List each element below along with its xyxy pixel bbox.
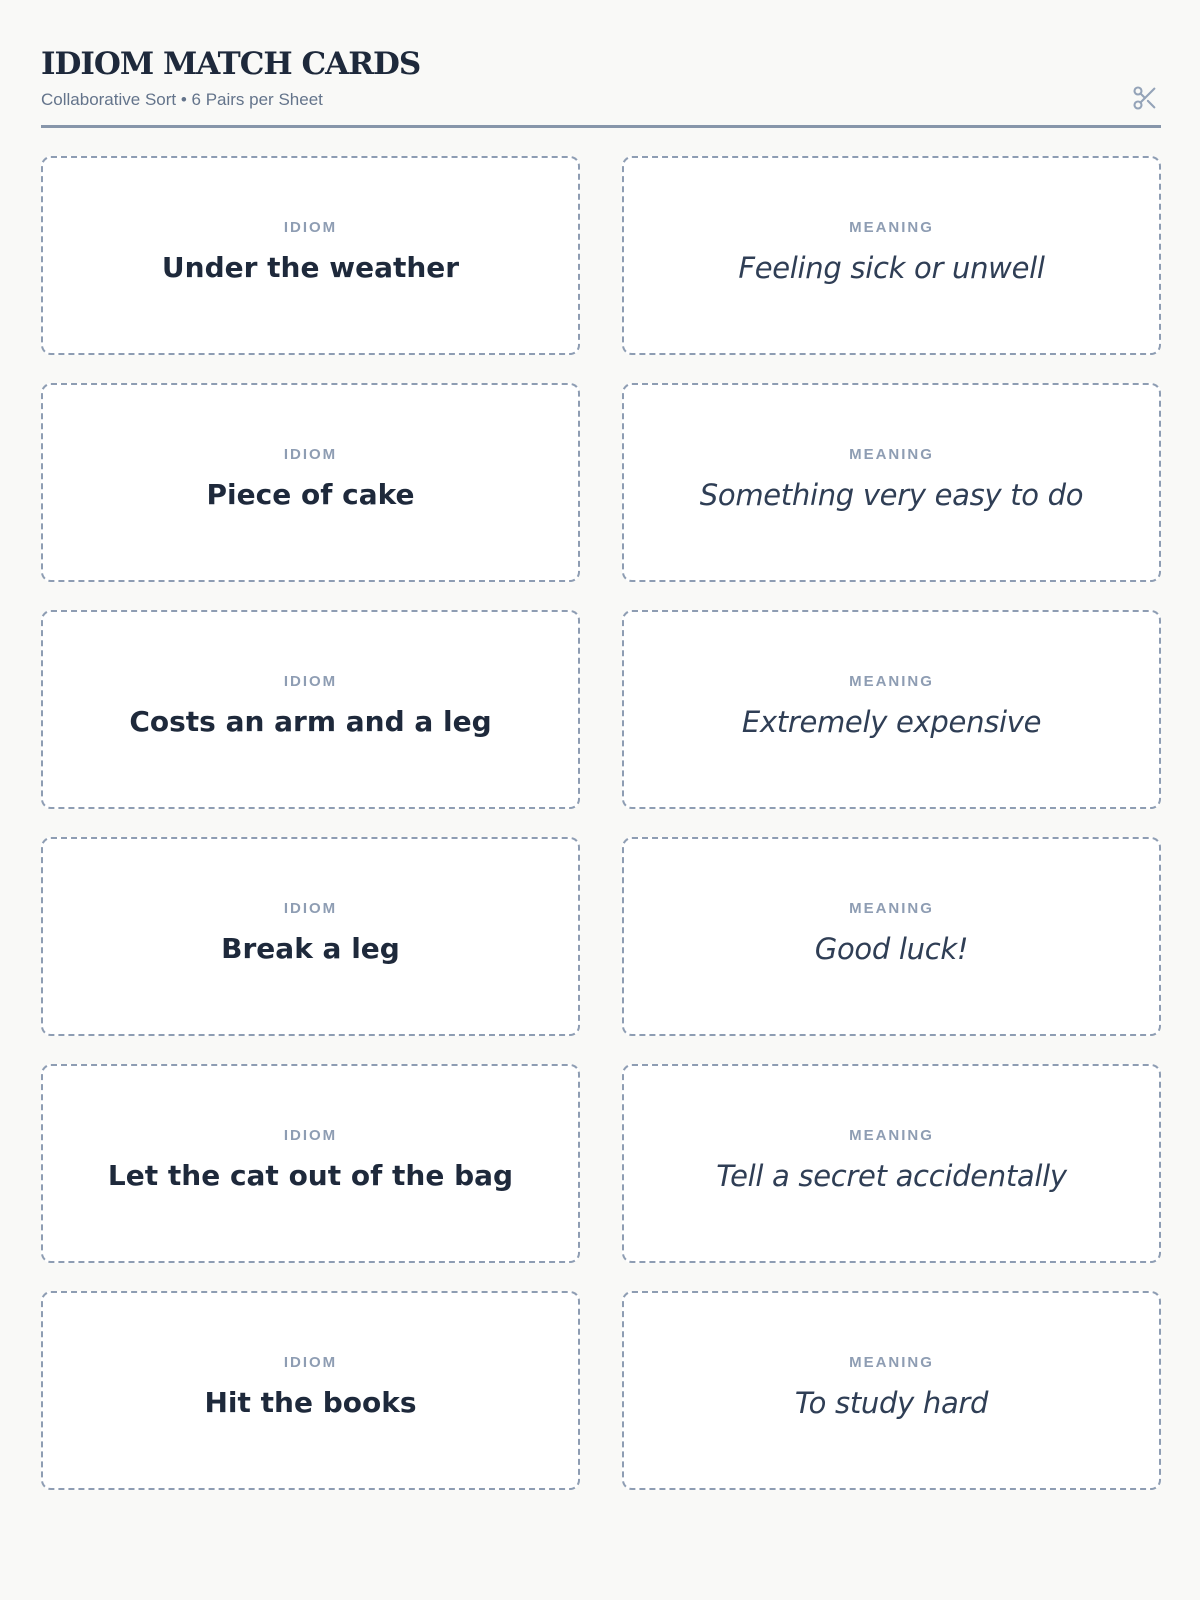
idiom-card-label: IDIOM [283, 219, 338, 236]
idiom-card-label: IDIOM [283, 900, 338, 917]
scissors-icon [1131, 84, 1159, 112]
idiom-card-label: IDIOM [283, 1354, 338, 1371]
meaning-card[interactable] [622, 156, 1161, 355]
meaning-card[interactable] [622, 837, 1161, 1036]
idiom-card-text: Piece of cake [206, 478, 415, 511]
idiom-card-label: IDIOM [283, 446, 338, 463]
idiom-card[interactable] [41, 1064, 580, 1263]
idiom-card[interactable] [41, 837, 580, 1036]
meaning-card[interactable] [622, 383, 1161, 582]
idiom-card-text: Break a leg [221, 932, 400, 965]
meaning-card[interactable] [622, 1291, 1161, 1490]
meaning-card-text: Something very easy to do [699, 478, 1084, 512]
idiom-card[interactable] [41, 1291, 580, 1490]
meaning-card-label: MEANING [849, 1354, 934, 1371]
meaning-card-text: Good luck! [814, 932, 969, 966]
idiom-card-label: IDIOM [283, 1127, 338, 1144]
meaning-card-text: Tell a secret accidentally [716, 1159, 1067, 1193]
page-subtitle: Collaborative Sort • 6 Pairs per Sheet [41, 90, 323, 109]
idiom-card[interactable] [41, 610, 580, 809]
idiom-card-label: IDIOM [283, 673, 338, 690]
meaning-card-text: Extremely expensive [741, 705, 1042, 739]
idiom-card[interactable] [41, 156, 580, 355]
meaning-card[interactable] [622, 1064, 1161, 1263]
idiom-card-text: Under the weather [161, 251, 460, 284]
meaning-card-label: MEANING [849, 1127, 934, 1144]
meaning-card-label: MEANING [849, 900, 934, 917]
meaning-card-text: To study hard [794, 1386, 989, 1420]
page-title: IDIOM MATCH CARDS [41, 46, 421, 82]
idiom-card-text: Hit the books [204, 1386, 417, 1419]
meaning-card-label: MEANING [849, 219, 934, 236]
meaning-card-label: MEANING [849, 446, 934, 463]
idiom-card-text: Let the cat out of the bag [107, 1159, 514, 1192]
meaning-card-label: MEANING [849, 673, 934, 690]
card-grid [41, 156, 1161, 1490]
meaning-card-text: Feeling sick or unwell [738, 251, 1045, 285]
idiom-card[interactable] [41, 383, 580, 582]
worksheet-header [41, 44, 1161, 128]
meaning-card[interactable] [622, 610, 1161, 809]
idiom-card-text: Costs an arm and a leg [129, 705, 492, 738]
